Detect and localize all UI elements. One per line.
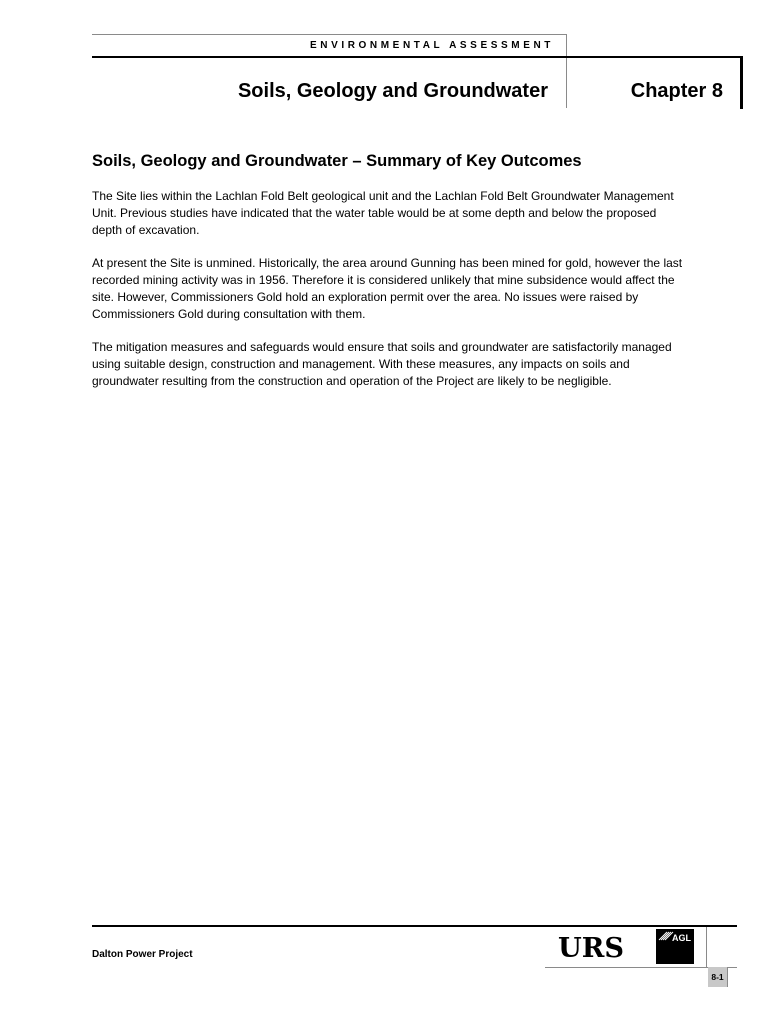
header-right-bar [740, 56, 743, 109]
header-main-rule [92, 56, 743, 58]
main-content [92, 150, 686, 406]
footer-top-rule [92, 925, 737, 927]
header-top-rule [92, 34, 567, 35]
page-box-edge [727, 967, 728, 987]
paragraph: The mitigation measures and safeguards would ensure that soils and groundwater are satisfactorily managed using suitable design, construction and management. With these measures, any impacts on soils and groundwater resulting from the construction and operation of the Project are likely to be negligible. [92, 340, 672, 388]
running-header: ENVIRONMENTAL ASSESSMENT [309, 40, 554, 51]
svg-text:AGL: AGL [672, 933, 691, 943]
urs-logo [556, 933, 626, 960]
chapter-title: Soils, Geology and Groundwater [237, 80, 548, 102]
header-divider [566, 58, 567, 108]
chapter-number: Chapter 8 [630, 80, 723, 102]
header-top-rule-tick [566, 34, 567, 56]
svg-text:URS: URS [558, 933, 624, 960]
page-number: 8-1 [708, 967, 727, 987]
agl-logo [656, 929, 694, 964]
paragraph: The Site lies within the Lachlan Fold Belt geological unit and the Lachlan Fold Belt Groundwater Management Unit. Previous studies have indicated that the water table would be at some depth and below the proposed depth of excavation. [92, 189, 674, 237]
footer-project-name: Dalton Power Project [92, 949, 193, 960]
footer-vertical-rule [706, 927, 707, 967]
paragraph: At present the Site is unmined. Historically, the area around Gunning has been mined for gold, however the last recorded mining activity was in 1956. Therefore it is considered unlikely that mine subsidence would affect the site. However, Commissioners Gold hold an exploration permit over the area. No issues were raised by Commissioners Gold during consultation with them. [92, 256, 683, 321]
section-heading: Soils, Geology and Groundwater – Summary of Key Outcomes [92, 152, 582, 170]
